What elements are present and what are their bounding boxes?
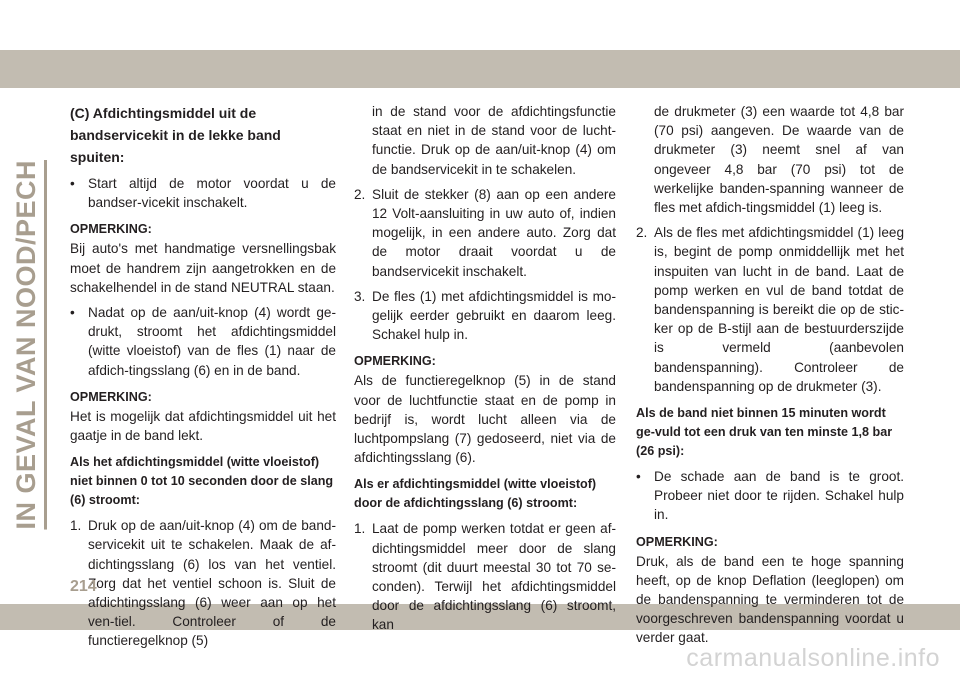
bullet-marker: • bbox=[70, 176, 75, 191]
step-text: De fles (1) met afdichtingsmiddel is mo-gelijk eerder gebruikt en daarom leeg. Schakel hulp in. bbox=[372, 288, 616, 343]
number-marker: 1. bbox=[70, 518, 82, 534]
bullet-item bbox=[70, 174, 336, 212]
bullet-marker: • bbox=[70, 305, 75, 321]
page-number: 214 bbox=[70, 578, 97, 595]
numbered-item bbox=[636, 223, 904, 396]
number-marker: 2. bbox=[636, 225, 648, 241]
section-heading: (C) Afdichtingsmiddel uit de bandservicekit in de lekke band spuiten: bbox=[70, 105, 281, 165]
step-text: Sluit de stekker (8) aan op een andere 12 Volt-aansluiting in uw auto of, indien mogelijk, in een andere auto. Zorg dat de motor draait voordat u de bandservicekit inschakelt. bbox=[372, 186, 616, 279]
note-text: Het is mogelijk dat afdichtingsmiddel uit het gaatje in de band lekt. bbox=[70, 408, 336, 444]
continued-text: de drukmeter (3) een waarde tot 4,8 bar (70 psi) aangeven. De waarde van de drukmeter (3) neemt snel af van ongeveer 4,8 bar (70 psi) tot de werkelijke banden-spanning wanneer de fles met afdich-tingsmiddel (1) leeg is. bbox=[654, 104, 904, 216]
continued-text: in de stand voor de afdichtingsfunctie staat en niet in de stand voor de lucht-functie. Druk op de aan/uit-knop (4) om de bandservicekit in te schakelen. bbox=[372, 104, 616, 177]
numbered-item bbox=[70, 516, 336, 650]
top-band bbox=[0, 50, 960, 88]
side-section-title bbox=[6, 90, 46, 530]
bullet-item bbox=[636, 467, 904, 525]
numbered-item bbox=[354, 185, 616, 281]
side-title-text: IN GEVAL VAN NOOD/PECH bbox=[10, 160, 41, 530]
step-text: Laat de pomp werken totdat er geen af-dichtingsmiddel meer door de slang stroomt (dit duurt meestal 30 tot 70 se-conden). Terwijl het afdichtingsmiddel door de afdichtingsslang (6) stroomt, kan bbox=[372, 521, 616, 633]
bullet-text: Start altijd de motor voordat u de bandser-vicekit inschakelt. bbox=[88, 176, 336, 211]
note-label: OPMERKING: bbox=[636, 534, 718, 549]
column-3 bbox=[636, 102, 904, 648]
bullet-text: Nadat op de aan/uit-knop (4) wordt ge-drukt, stroomt het afdichtingsmiddel (witte vloeistof) van de fles (1) naar de afdich-tingsslang (6) en in de band. bbox=[88, 305, 336, 378]
column-2 bbox=[354, 102, 616, 635]
number-marker: 3. bbox=[354, 288, 366, 304]
bullet-marker: • bbox=[636, 469, 641, 485]
numbered-item bbox=[354, 287, 616, 345]
note-label: OPMERKING: bbox=[70, 222, 152, 237]
number-marker: 1. bbox=[354, 521, 366, 537]
subheading: Als het afdichtingsmiddel (witte vloeistof) niet binnen 0 tot 10 seconden door de slang (6) stroomt: bbox=[70, 455, 334, 508]
numbered-item bbox=[354, 519, 616, 634]
watermark: carmanualsonline.info bbox=[686, 644, 940, 672]
note-text: Druk, als de band een te hoge spanning heeft, op de knop Deflation (leeglopen) om de bandenspanning te verminderen tot de voorgeschreven bandenspanning voordat u verder gaat. bbox=[636, 553, 904, 646]
note-label: OPMERKING: bbox=[70, 389, 152, 404]
step-text: Als de fles met afdichtingsmiddel (1) leeg is, begint de pomp onmiddellijk met het inspuiten van lucht in de band. Laat de pomp werken en vul de band totdat de bandenspanning is bereikt die op de stic-ker op de B-stijl aan de bestuurderszijde is vermeld (aanbevolen bandenspanning). Controleer de bandenspanning op de drukmeter (3). bbox=[654, 225, 904, 394]
column-1 bbox=[70, 102, 336, 651]
subheading: Als de band niet binnen 15 minuten wordt ge-vuld tot een druk van ten minste 1,8 bar (26 psi): bbox=[636, 406, 893, 459]
subheading: Als er afdichtingsmiddel (witte vloeistof) door de afdichtingsslang (6) stroomt: bbox=[354, 477, 597, 511]
note-label: OPMERKING: bbox=[354, 354, 436, 369]
number-marker: 2. bbox=[354, 186, 366, 202]
note-text: Bij auto's met handmatige versnellingsbak moet de handrem zijn aangetrokken en de schakelhendel in de stand NEUTRAL staan. bbox=[70, 241, 336, 295]
bullet-text: De schade aan de band is te groot. Probeer niet door te rijden. Schakel hulp in. bbox=[654, 469, 904, 523]
note-text: Als de functieregelknop (5) in de stand voor de luchtfunctie staat en de pomp in bedrijf is, wordt lucht alleen via de luchtpompslang (7) gedoseerd, niet via de afdichtingsslang (6). bbox=[354, 373, 616, 466]
step-text: Druk op de aan/uit-knop (4) om de band-servicekit uit te schakelen. Maak de af-dichtingsslang (6) los van het ventiel. Zorg dat het ventiel schoon is. Sluit de afdichtingsslang (6) weer aan op het ven-tiel. Controleer of de functieregelknop (5) bbox=[88, 518, 336, 649]
bullet-item bbox=[70, 303, 336, 380]
